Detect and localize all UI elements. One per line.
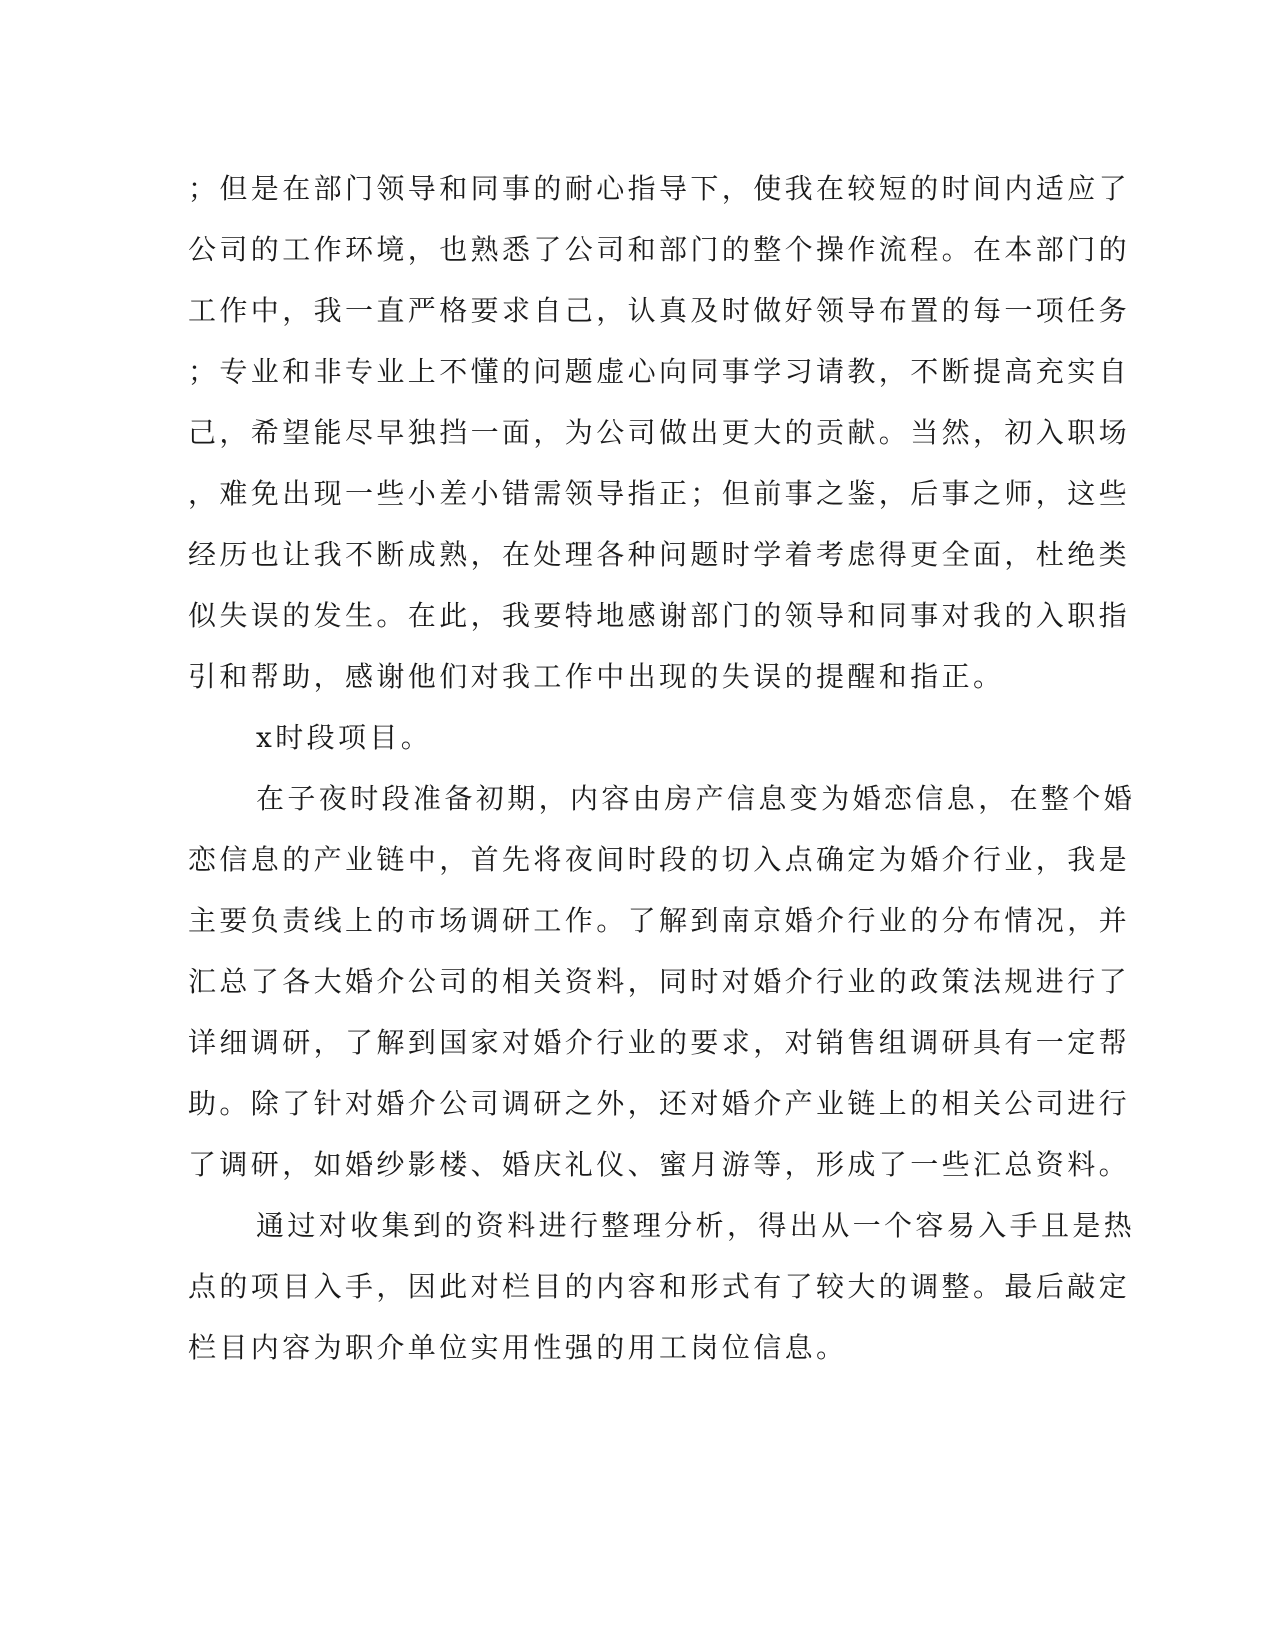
paragraph-line: 详细调研，了解到国家对婚介行业的要求，对销售组调研具有一定帮 — [188, 1026, 1131, 1059]
paragraph-line: 助。除了针对婚介公司调研之外，还对婚介产业链上的相关公司进行 — [188, 1087, 1131, 1120]
paragraph-line: 恋信息的产业链中，首先将夜间时段的切入点确定为婚介行业，我是 — [188, 843, 1131, 876]
paragraph-line: 点的项目入手，因此对栏目的内容和形式有了较大的调整。最后敲定 — [188, 1270, 1131, 1303]
paragraph-line: 栏目内容为职介单位实用性强的用工岗位信息。 — [188, 1331, 848, 1364]
paragraph-line: 经历也让我不断成熟，在处理各种问题时学着考虑得更全面，杜绝类 — [188, 538, 1131, 571]
paragraph-line: 主要负责线上的市场调研工作。了解到南京婚介行业的分布情况，并 — [188, 904, 1131, 937]
document-body — [188, 158, 1136, 1378]
paragraph-line: 在子夜时段准备初期，内容由房产信息变为婚恋信息，在整个婚 — [256, 782, 1136, 815]
paragraph-line: 公司的工作环境，也熟悉了公司和部门的整个操作流程。在本部门的 — [188, 233, 1131, 266]
paragraph-line: 汇总了各大婚介公司的相关资料，同时对婚介行业的政策法规进行了 — [188, 965, 1131, 998]
paragraph-line: 通过对收集到的资料进行整理分析，得出从一个容易入手且是热 — [256, 1209, 1136, 1242]
paragraph-line: 己，希望能尽早独挡一面，为公司做出更大的贡献。当然，初入职场 — [188, 416, 1131, 449]
paragraph-line: ，难免出现一些小差小错需领导指正；但前事之鉴，后事之师，这些 — [188, 477, 1131, 510]
paragraph-line: 工作中，我一直严格要求自己，认真及时做好领导布置的每一项任务 — [188, 294, 1131, 327]
paragraph-line: 似失误的发生。在此，我要特地感谢部门的领导和同事对我的入职指 — [188, 599, 1131, 632]
paragraph-line: ；但是在部门领导和同事的耐心指导下，使我在较短的时间内适应了 — [188, 172, 1131, 205]
section-heading: x时段项目。 — [256, 721, 433, 754]
paragraph-line: 了调研，如婚纱影楼、婚庆礼仪、蜜月游等，形成了一些汇总资料。 — [188, 1148, 1131, 1181]
paragraph-line: ；专业和非专业上不懂的问题虚心向同事学习请教，不断提高充实自 — [188, 355, 1131, 388]
paragraph-line: 引和帮助，感谢他们对我工作中出现的失误的提醒和指正。 — [188, 660, 1005, 693]
